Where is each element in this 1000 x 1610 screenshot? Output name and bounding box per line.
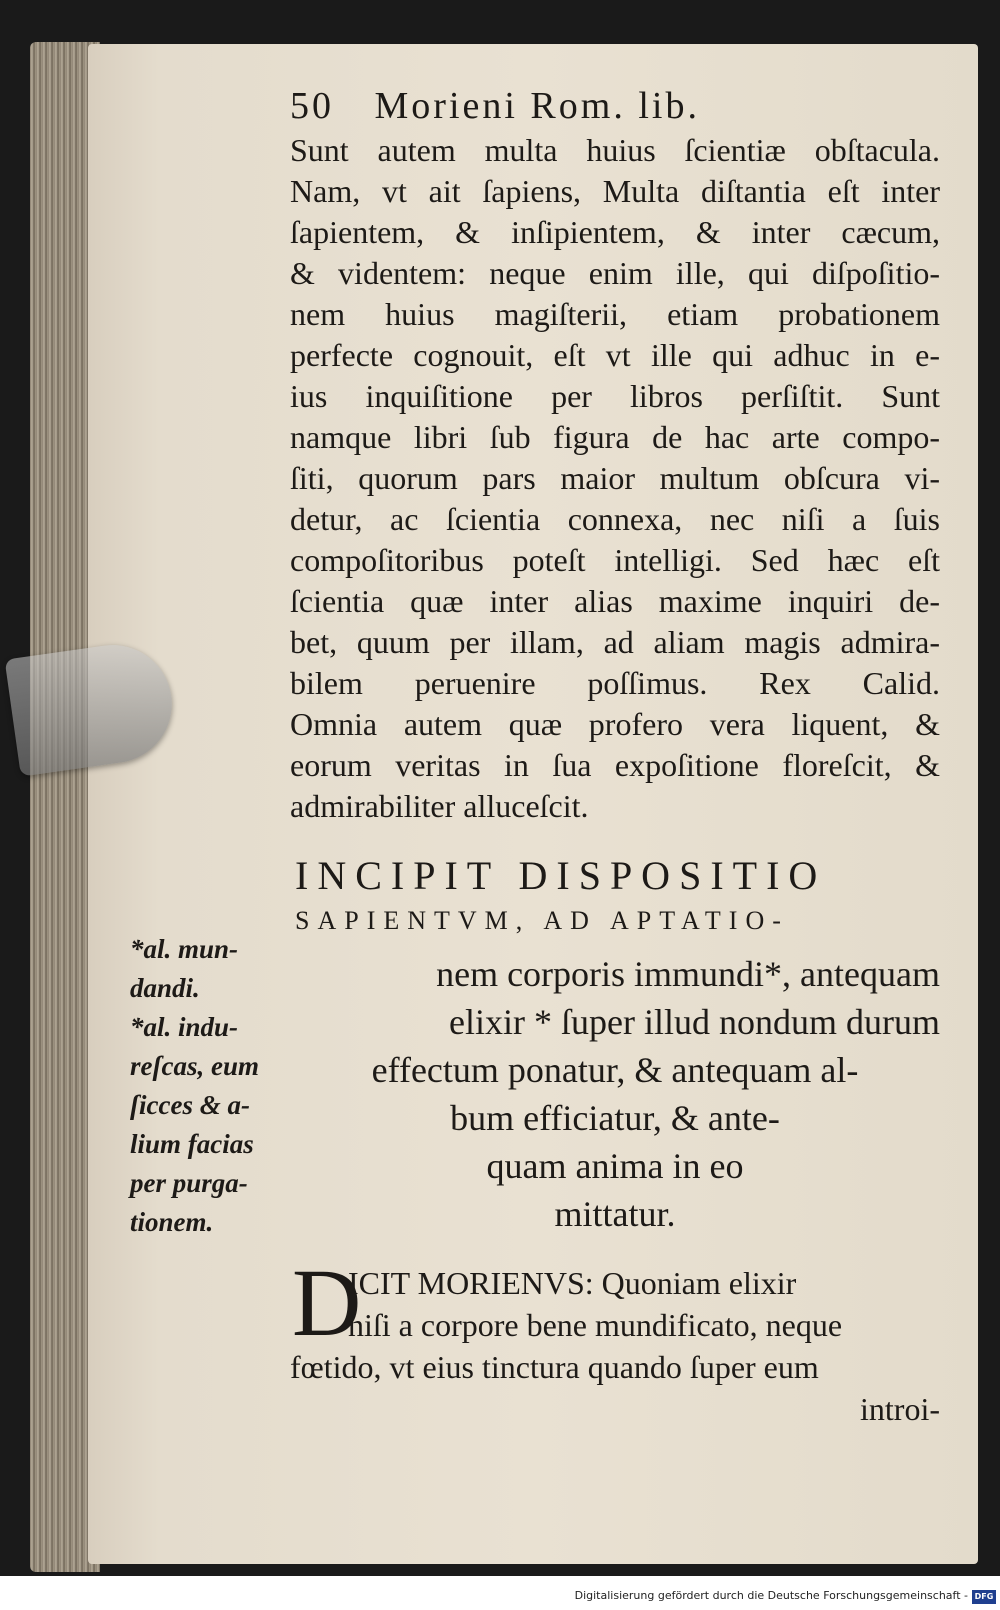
margin-note-line: *al. mun- [130, 934, 239, 964]
body-line: namque libri ſub figura de hac arte compo- [290, 419, 940, 455]
section-subtitle [290, 950, 940, 1238]
closing-line: ICIT MORIENVS: Quoniam elixir [348, 1265, 797, 1301]
subtitle-line: nem corporis immundi*, antequam [436, 954, 940, 994]
margin-note-line: per purga- [130, 1168, 248, 1198]
margin-note-line: tionem. [130, 1207, 214, 1237]
body-line: & videntem: neque enim ille, qui diſpoſitio- [290, 255, 940, 291]
body-line: bet, quum per illam, ad aliam magis admira- [290, 624, 940, 660]
body-line: Sunt autem multa huius ſcientiæ obſtacula. [290, 132, 940, 168]
running-header [290, 84, 700, 128]
closing-line: fœtido, vt eius tinctura quando ſuper eum [290, 1349, 819, 1385]
body-line: compoſitoribus poteſt intelligi. Sed hæc eſt [290, 542, 940, 578]
margin-note-line: dandi. [130, 973, 200, 1003]
body-line: nem huius magiſterii, etiam probationem [290, 296, 940, 332]
body-line: ſiti, quorum pars maior multum obſcura vi- [290, 460, 940, 496]
closing-line: introi- [860, 1391, 940, 1427]
section-subheading: SAPIENTVM, AD APTATIO- [295, 906, 789, 935]
closing-paragraph [290, 1262, 940, 1430]
body-text [290, 130, 940, 827]
body-line: Omnia autem quæ profero vera liquent, & [290, 706, 940, 742]
margin-note-line: *al. indu- [130, 1012, 239, 1042]
subtitle-line: effectum ponatur, & antequam al- [371, 1050, 859, 1090]
body-line: ius inquiſitione per libros perſiſtit. Sunt [290, 378, 940, 414]
margin-note-line: lium facias [130, 1129, 254, 1159]
closing-line: niſi a corpore bene mundificato, neque [348, 1307, 843, 1343]
body-line: bilem peruenire poſſimus. Rex Calid. [290, 665, 940, 701]
margin-note-line: ſicces & a- [130, 1090, 250, 1120]
body-line: Nam, vt ait ſapiens, Multa diſtantia eſt inter [290, 173, 940, 209]
subtitle-line: elixir * ſuper illud nondum durum [449, 1002, 940, 1042]
body-line: admirabiliter alluceſcit. [290, 788, 589, 824]
body-line: eorum veritas in ſua expoſitione floreſcit, & [290, 747, 940, 783]
subtitle-line: bum efficiatur, & ante- [450, 1098, 780, 1138]
footer-credit: Digitalisierung gefördert durch die Deutsche Forschungsgemeinschaft - [574, 1589, 968, 1602]
margin-notes [130, 930, 290, 1242]
page-number: 50 [290, 85, 334, 127]
body-line: ſapientem, & inſipientem, & inter cæcum, [290, 214, 940, 250]
body-line: ſcientia quæ inter alias maxime inquiri de- [290, 583, 940, 619]
body-line: detur, ac ſcientia connexa, nec niſi a ſuis [290, 501, 940, 537]
footer-bar [0, 1576, 1000, 1610]
subtitle-line: quam anima in eo [486, 1146, 744, 1186]
body-line: perfecte cognouit, eſt vt ille qui adhuc in e- [290, 337, 940, 373]
section-heading: INCIPIT DISPOSITIO [295, 853, 827, 898]
drop-capital: D [292, 1249, 362, 1356]
subtitle-line: mittatur. [554, 1194, 676, 1234]
running-title: Morieni Rom. lib. [374, 85, 700, 127]
margin-note-line: reſcas, eum [130, 1051, 259, 1081]
dfg-logo: DFG [972, 1590, 996, 1604]
